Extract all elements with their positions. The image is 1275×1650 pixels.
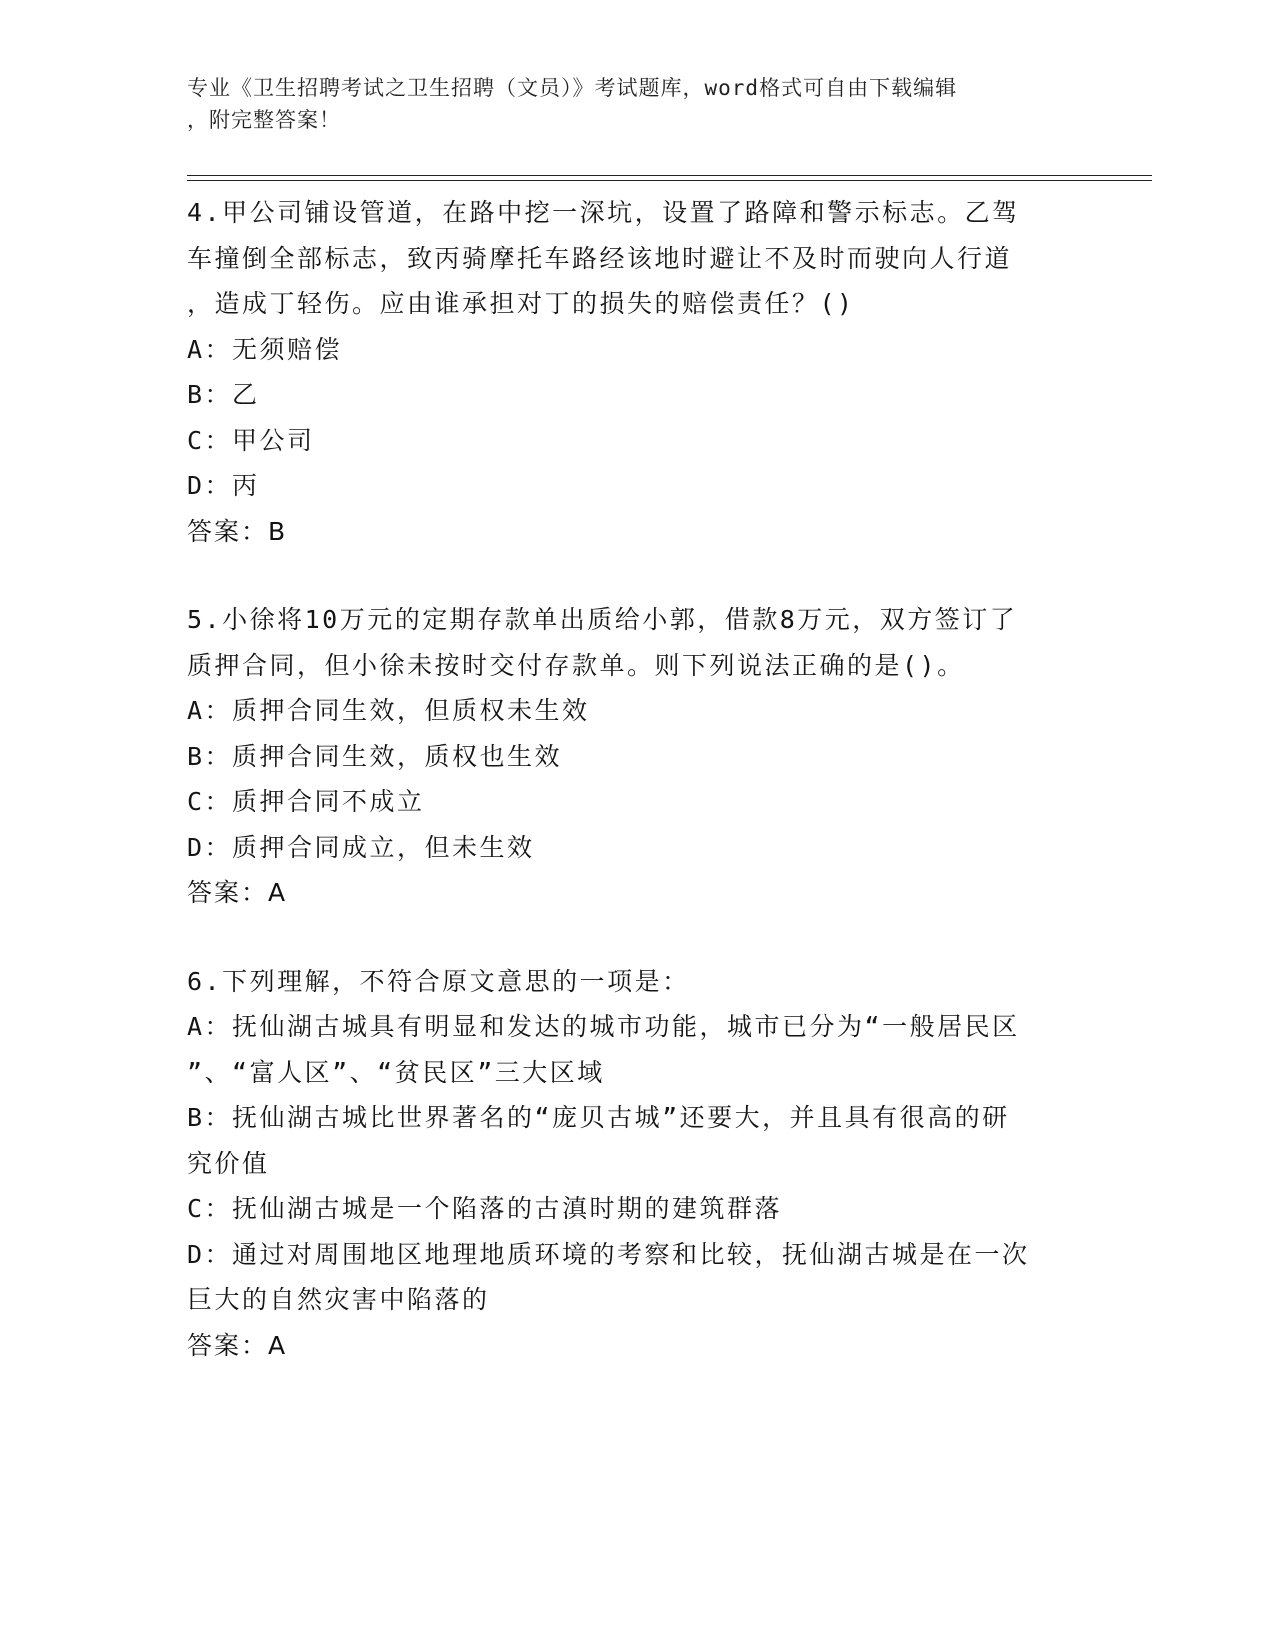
question-stem: 5.小徐将10万元的定期存款单出质给小郭，借款8万元，双方签订了 [187, 605, 1018, 634]
option-c: C：抚仙湖古城是一个陷落的古滇时期的建筑群落 [187, 1194, 783, 1223]
question-stem: 车撞倒全部标志，致丙骑摩托车路经该地时避让不及时而驶向人行道 [187, 243, 1013, 273]
option-a: A：质押合同生效，但质权未生效 [187, 696, 590, 725]
option-c: C：质押合同不成立 [187, 787, 425, 816]
option-d: D：质押合同成立，但未生效 [187, 832, 535, 862]
option-a: A：无须赔偿 [187, 334, 343, 364]
spacer [187, 916, 1087, 959]
question-item [187, 190, 1087, 554]
header-divider [187, 180, 1152, 181]
option-b: B：质押合同生效，质权也生效 [187, 741, 563, 771]
question-stem: 质押合同，但小徐未按时交付存款单。则下列说法正确的是()。 [187, 650, 965, 680]
option-d: D：丙 [187, 471, 260, 500]
question-item [187, 597, 1087, 916]
question-list [187, 190, 1087, 1368]
document-header [187, 72, 1067, 136]
option-a-continued: ”、“富人区”、“贫民区”三大区域 [187, 1057, 605, 1087]
answer-line: 答案：A [187, 878, 288, 907]
option-b: B：乙 [187, 380, 260, 409]
option-a: A：抚仙湖古城具有明显和发达的城市功能，城市已分为“一般居民区 [187, 1012, 1020, 1041]
header-divider [187, 175, 1152, 176]
answer-line: 答案：B [187, 516, 288, 546]
spacer [187, 554, 1087, 597]
question-item [187, 959, 1087, 1369]
question-stem: 4.甲公司铺设管道，在路中挖一深坑，设置了路障和警示标志。乙驾 [187, 198, 1020, 227]
question-stem: 6.下列理解，不符合原文意思的一项是： [187, 966, 690, 996]
option-b: B：抚仙湖古城比世界著名的“庞贝古城”还要大，并且具有很高的研 [187, 1103, 1010, 1132]
option-d-continued: 巨大的自然灾害中陷落的 [187, 1285, 490, 1314]
option-c: C：甲公司 [187, 425, 315, 455]
option-d: D：通过对周围地区地理地质环境的考察和比较，抚仙湖古城是在一次 [187, 1239, 1030, 1269]
header-line: 专业《卫生招聘考试之卫生招聘（文员）》考试题库，word格式可自由下载编辑 [187, 76, 958, 100]
option-b-continued: 究价值 [187, 1148, 270, 1178]
header-line: ，附完整答案！ [187, 108, 341, 132]
answer-line: 答案：A [187, 1330, 288, 1360]
question-stem: ，造成丁轻伤。应由谁承担对丁的损失的赔偿责任？() [187, 289, 855, 318]
